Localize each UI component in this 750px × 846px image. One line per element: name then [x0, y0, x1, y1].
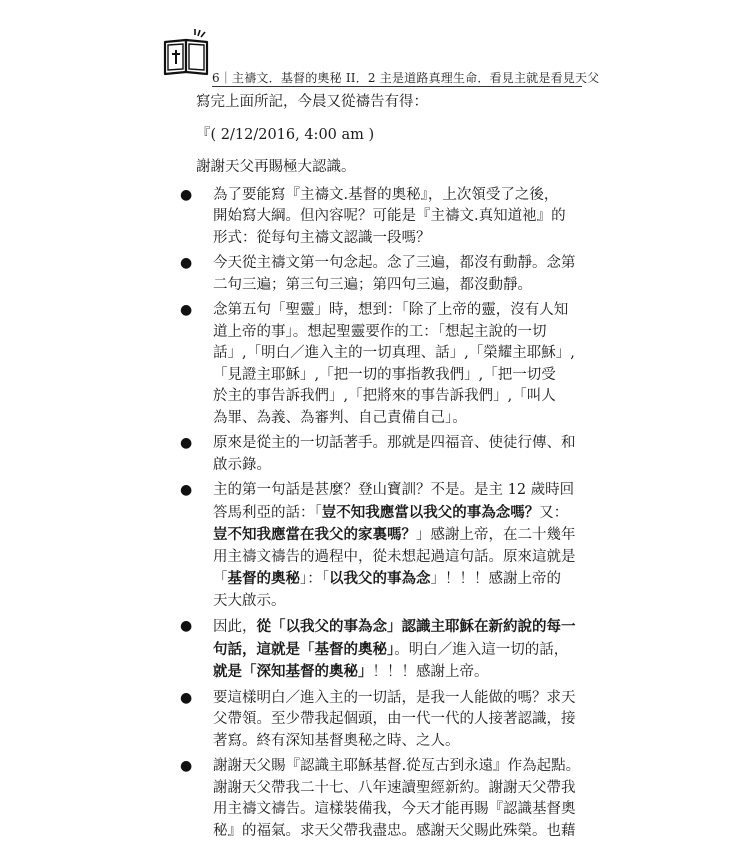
text-line	[213, 639, 569, 662]
bold-text: 基督的奧秘	[227, 570, 300, 587]
text-run: 為罪、為義、為審判、自己責備自己」。	[213, 409, 467, 426]
text-line	[213, 322, 556, 344]
text-run: 」感謝上帝，在二十幾年	[416, 527, 576, 543]
bullet-list	[180, 185, 581, 843]
text-run: 答馬利亞的話：「	[213, 504, 322, 521]
bold-text: 以我父的事為念	[329, 570, 431, 587]
text-run: 因此，	[213, 619, 257, 635]
text-line	[213, 778, 576, 800]
text-run: 於主的事告訴我們」,「把將來的事告訴我們」,「叫人	[213, 388, 556, 404]
text-run: 」！！！感謝上帝的	[430, 571, 561, 587]
text-run: 著寫。終有深知基督奧秘之時、之人。	[213, 732, 460, 749]
bullet-icon: ●	[180, 255, 193, 271]
text-line	[213, 480, 575, 502]
text-line	[213, 524, 576, 547]
text-run: 主的第一句話是甚麼？登山寶訓？不是。是主 12 歲時回	[213, 482, 575, 498]
list-item	[180, 616, 576, 684]
bullet-icon: ●	[180, 302, 193, 318]
text-run: 「	[213, 571, 228, 587]
text-run: 道上帝的事」。想起聖靈要作的工：「想起主說的一切	[213, 323, 547, 340]
page-header	[162, 24, 600, 90]
text-run: 形式：從每句主禱文認識一段嗎？	[213, 229, 431, 246]
text-run: 二句三遍；第三句三遍；第四句三遍，都沒動靜。	[213, 276, 532, 293]
running-header: 6｜主禱文．基督的奧秘 II．2 主是道路真理生命．看見主就是看見天父	[212, 71, 600, 85]
text-line	[213, 591, 556, 613]
bullet-icon: ●	[180, 618, 193, 634]
text-run: 用主禱文禱告的過程中，從未想起過這句話。原來這就是	[213, 548, 576, 565]
text-line	[213, 731, 556, 753]
text-run: 。明白／進入這一切的話，	[394, 641, 569, 658]
text-run: 要這樣明白／進入主的一切話，是我一人能做的嗎？求天	[213, 689, 576, 706]
text-run: 原來是從主的一切話著手。那就是四福音、使徒行傳、和	[213, 435, 576, 451]
text-line	[213, 343, 575, 365]
text-run: 謝謝天父賜『認識主耶穌基督.從亙古到永遠』作為起點。	[213, 758, 581, 774]
text-line	[213, 799, 576, 821]
list-item	[180, 688, 576, 753]
text-line	[213, 616, 576, 639]
text-run: 為了要能寫『主禱文.基督的奧秘』，上次領受了之後，	[213, 186, 559, 203]
bold-text: 就是「深知基督的奧秘」	[213, 663, 373, 680]
text-run: 念第五句「聖靈」時，想到：「除了上帝的靈，沒有人知	[213, 302, 569, 318]
text-run: 啟示錄。	[213, 456, 271, 473]
bold-text: 豈不知我應當在我父的家裏嗎？	[213, 526, 416, 543]
text-run: 父帶領。至少帶我起個頭，由一代一代的人接著認識，接	[213, 711, 576, 727]
date-stamp: 『( 2/12/2016, 4:00 am )	[196, 126, 375, 143]
text-line	[213, 661, 556, 684]
list-item	[180, 480, 576, 612]
text-line	[213, 365, 556, 387]
bullet-icon: ●	[180, 482, 193, 498]
bullet-icon: ●	[180, 186, 193, 203]
text-run: ！！！感謝上帝。	[372, 664, 489, 680]
text-line	[213, 502, 569, 525]
header-divider	[212, 86, 582, 87]
text-line	[213, 228, 556, 250]
thanks-paragraph: 謝謝天父再賜極大認識。	[196, 159, 356, 175]
text-line	[213, 253, 576, 275]
text-run: 」：「	[300, 571, 329, 587]
text-line	[213, 433, 576, 455]
text-run: 話」,「明白／進入主的一切真理、話」,「榮耀主耶穌」,	[213, 345, 575, 361]
text-run: 用主禱文禱告。這樣裝備我，今天才能再賜『認識基督奧	[213, 801, 576, 817]
text-line	[213, 408, 556, 430]
bullet-icon: ●	[180, 689, 193, 706]
text-run: 天大啟示。	[213, 592, 286, 609]
text-line	[213, 688, 576, 710]
text-run: 秘』的福氣。求天父帶我盡忠。感謝天父賜此殊榮。也藉	[213, 822, 576, 839]
bold-text: 句話，這就是「基督的奧秘」	[213, 640, 395, 658]
text-run: 今天從主禱文第一句念起。念了三遍，都沒有動靜。念第	[213, 255, 576, 271]
text-line	[213, 185, 559, 207]
text-line	[213, 821, 576, 843]
list-item	[180, 253, 576, 296]
bible-icon	[162, 26, 214, 78]
bold-text: 豈不知我應當以我父的事為念嗎？	[321, 503, 540, 521]
text-line	[213, 568, 561, 591]
page-body	[180, 92, 581, 846]
text-line	[213, 206, 566, 228]
intro-paragraph: 寫完上面所記，今晨又從禱告有得：	[196, 94, 428, 110]
text-line	[213, 386, 556, 408]
text-line	[213, 709, 576, 731]
list-item	[180, 433, 576, 476]
bullet-icon: ●	[180, 435, 193, 451]
text-run: 謝謝天父帶我二十七、八年速讀聖經新約。謝謝天父帶我	[213, 779, 576, 796]
text-run: 「見證主耶穌」,「把一切的事指教我們」,「把一切受	[213, 366, 556, 383]
text-run: 開始寫大綱。但內容呢？可能是『主禱文.真知道祂』的	[213, 208, 566, 224]
text-line	[213, 756, 581, 778]
text-line	[213, 300, 569, 322]
text-line	[213, 455, 556, 477]
list-item	[180, 300, 575, 429]
text-line	[213, 547, 576, 569]
bullet-icon: ●	[180, 758, 193, 774]
text-run: 又：	[539, 504, 569, 521]
list-item	[180, 756, 581, 842]
text-line	[213, 275, 556, 297]
bold-text: 從「以我父的事為念」認識主耶穌在新約說的每一	[256, 618, 576, 635]
list-item	[180, 185, 566, 250]
